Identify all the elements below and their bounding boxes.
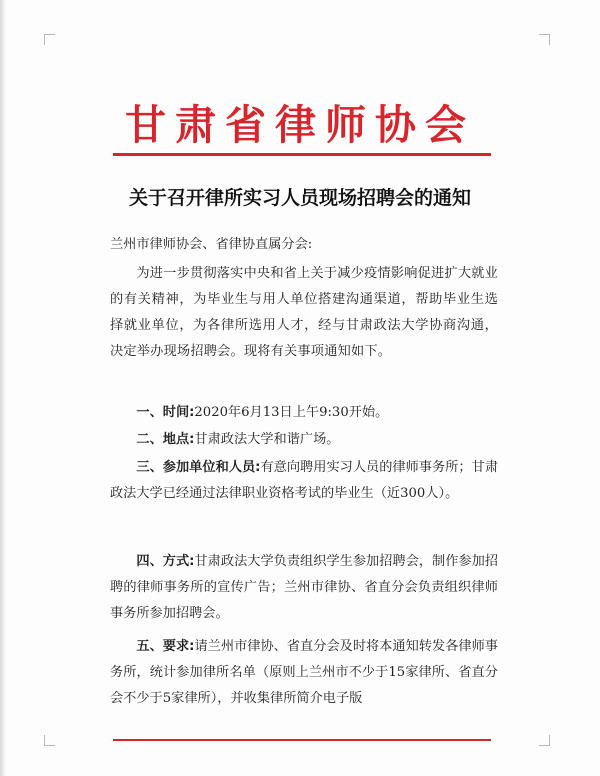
item-text: 2020年6月13日上午9:30开始。 <box>194 405 389 420</box>
salutation: 兰州市律师协会、省律协直属分会: <box>110 237 313 252</box>
notice-item-method <box>110 549 498 627</box>
intro-paragraph <box>110 261 498 365</box>
crop-mark-bottom-left <box>44 735 55 746</box>
item-text: 请兰州市律协、省直分会及时将本通知转发各律师事务所，统计参加律所名单（原则上兰州市不少于15家律所、省直分会不少于5家律所），并收集律所简介电子版 <box>110 639 499 706</box>
crop-mark-bottom-right <box>539 735 550 746</box>
item-label: 三、参加单位和人员: <box>136 460 261 475</box>
notice-item-location <box>110 427 498 453</box>
letterhead-red-rule <box>113 153 491 156</box>
letterhead-org-name: 甘肃省律师协会 <box>125 101 475 149</box>
crop-mark-top-right <box>539 34 550 45</box>
item-label: 一、时间: <box>136 405 195 420</box>
notice-item-time <box>110 400 498 426</box>
item-text: 甘肃政法大学负责组织学生参加招聘会，制作参加招聘的律师事务所的宣传广告；兰州市律协、省直分会负责组织律师事务所参加招聘会。 <box>110 554 499 621</box>
item-text: 有意向聘用实习人员的律师事务所；甘肃政法大学已经通过法律职业资格考试的毕业生（近300人）。 <box>110 460 499 501</box>
notice-item-participants <box>110 455 498 507</box>
item-label: 五、要求: <box>136 639 195 654</box>
item-text: 甘肃政法大学和谐广场。 <box>194 432 340 447</box>
notice-title: 关于召开律所实习人员现场招聘会的通知 <box>128 187 471 209</box>
item-label: 二、地点: <box>136 432 195 447</box>
notice-item-requirements <box>110 634 498 712</box>
item-label: 四、方式: <box>136 554 195 569</box>
footer-red-rule <box>113 739 491 741</box>
crop-mark-top-left <box>44 34 55 45</box>
intro-text: 为进一步贯彻落实中央和省上关于减少疫情影响促进扩大就业的有关精神，为毕业生与用人单位搭建沟通渠道，帮助毕业生选择就业单位，为各律所选用人才，经与甘肃政法大学协商沟通，决定举办现场招聘会。现将有关事项通知如下。 <box>110 266 498 359</box>
